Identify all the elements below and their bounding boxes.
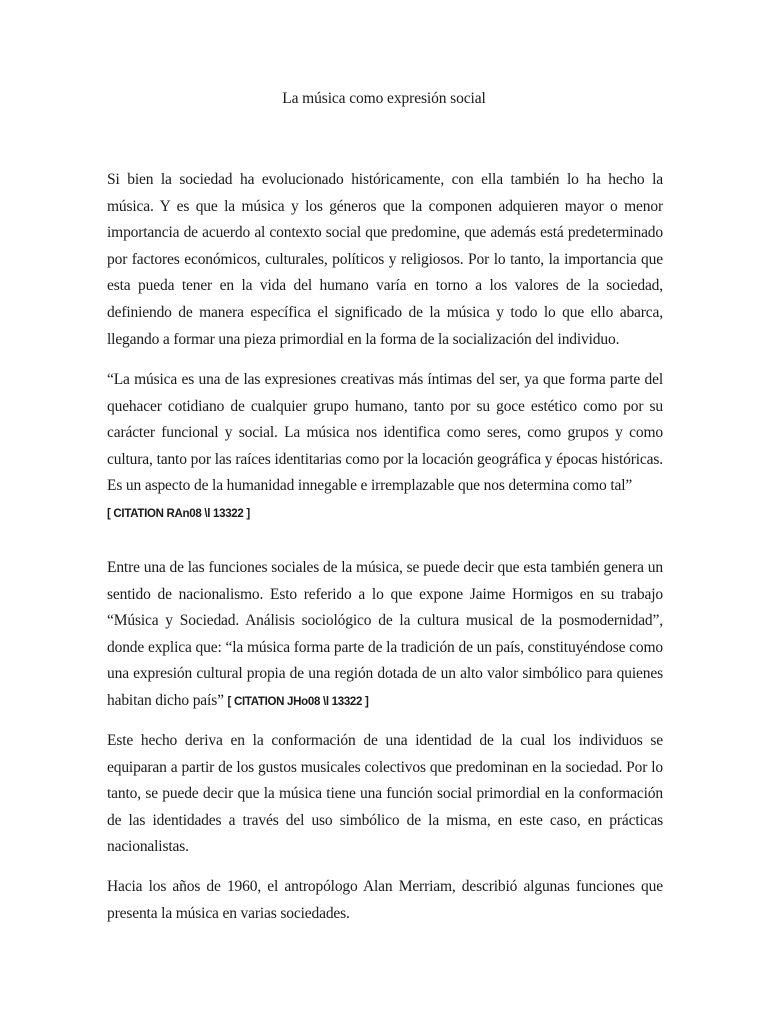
citation-field: [ CITATION RAn08 \l 13322 ] <box>107 507 250 520</box>
paragraph-text: Si bien la sociedad ha evolucionado históricamente, con ella también lo ha hecho la música. Y es que la música y los géneros que la componen adquieren mayor o menor importancia de acuerdo al contexto social que predomine, que además está predeterminado por factores económicos, culturales, políticos y religiosos. Por lo tanto, la importancia que esta pueda tener en la vida del humano varía en torno a los valores de la sociedad, definiendo de manera específica el significado de la música y todo lo que ello abarca, llegando a formar una pieza primordial en la forma de la socialización del individuo. <box>107 171 663 348</box>
paragraph-intro <box>107 167 663 353</box>
paragraph-identity <box>107 728 663 861</box>
paragraph-quote <box>107 367 663 528</box>
document-title: La música como expresión social <box>282 90 486 107</box>
paragraph-text: “La música es una de las expresiones creativas más íntimas del ser, ya que forma parte del quehacer cotidiano de cualquier grupo humano, tanto por su goce estético como por su carácter funcional y social. La música nos identifica como seres, como grupos y como cultura, tanto por las raíces identitarias como por la locación geográfica y épocas históricas. Es un aspecto de la humanidad innegable e irremplazable que nos determina como tal” <box>107 371 663 495</box>
paragraph-nationalism <box>107 555 663 716</box>
citation-field: [ CITATION JHo08 \l 13322 ] <box>227 695 369 708</box>
paragraph-text: Este hecho deriva en la conformación de una identidad de la cual los individuos se equiparan a partir de los gustos musicales colectivos que predominan en la sociedad. Por lo tanto, se puede decir que la música tiene una función social primordial en la conformación de las identidades a través del uso simbólico de la misma, en este caso, en prácticas nacionalistas. <box>107 732 663 856</box>
paragraph-merriam <box>107 874 663 927</box>
paragraph-text: Entre una de las funciones sociales de la música, se puede decir que esta también genera un sentido de nacionalismo. Esto referido a lo que expone Jaime Hormigos en su trabajo “Música y Sociedad. Análisis sociológico de la cultura musical de la posmodernidad”, donde explica que: “la música forma parte de la tradición de un país, constituyéndose como una expresión cultural propia de una región dotada de un alto valor simbólico para quienes habitan dicho país” <box>107 559 663 709</box>
paragraph-text: Hacia los años de 1960, el antropólogo Alan Merriam, describió algunas funciones que presenta la música en varias sociedades. <box>107 878 663 922</box>
